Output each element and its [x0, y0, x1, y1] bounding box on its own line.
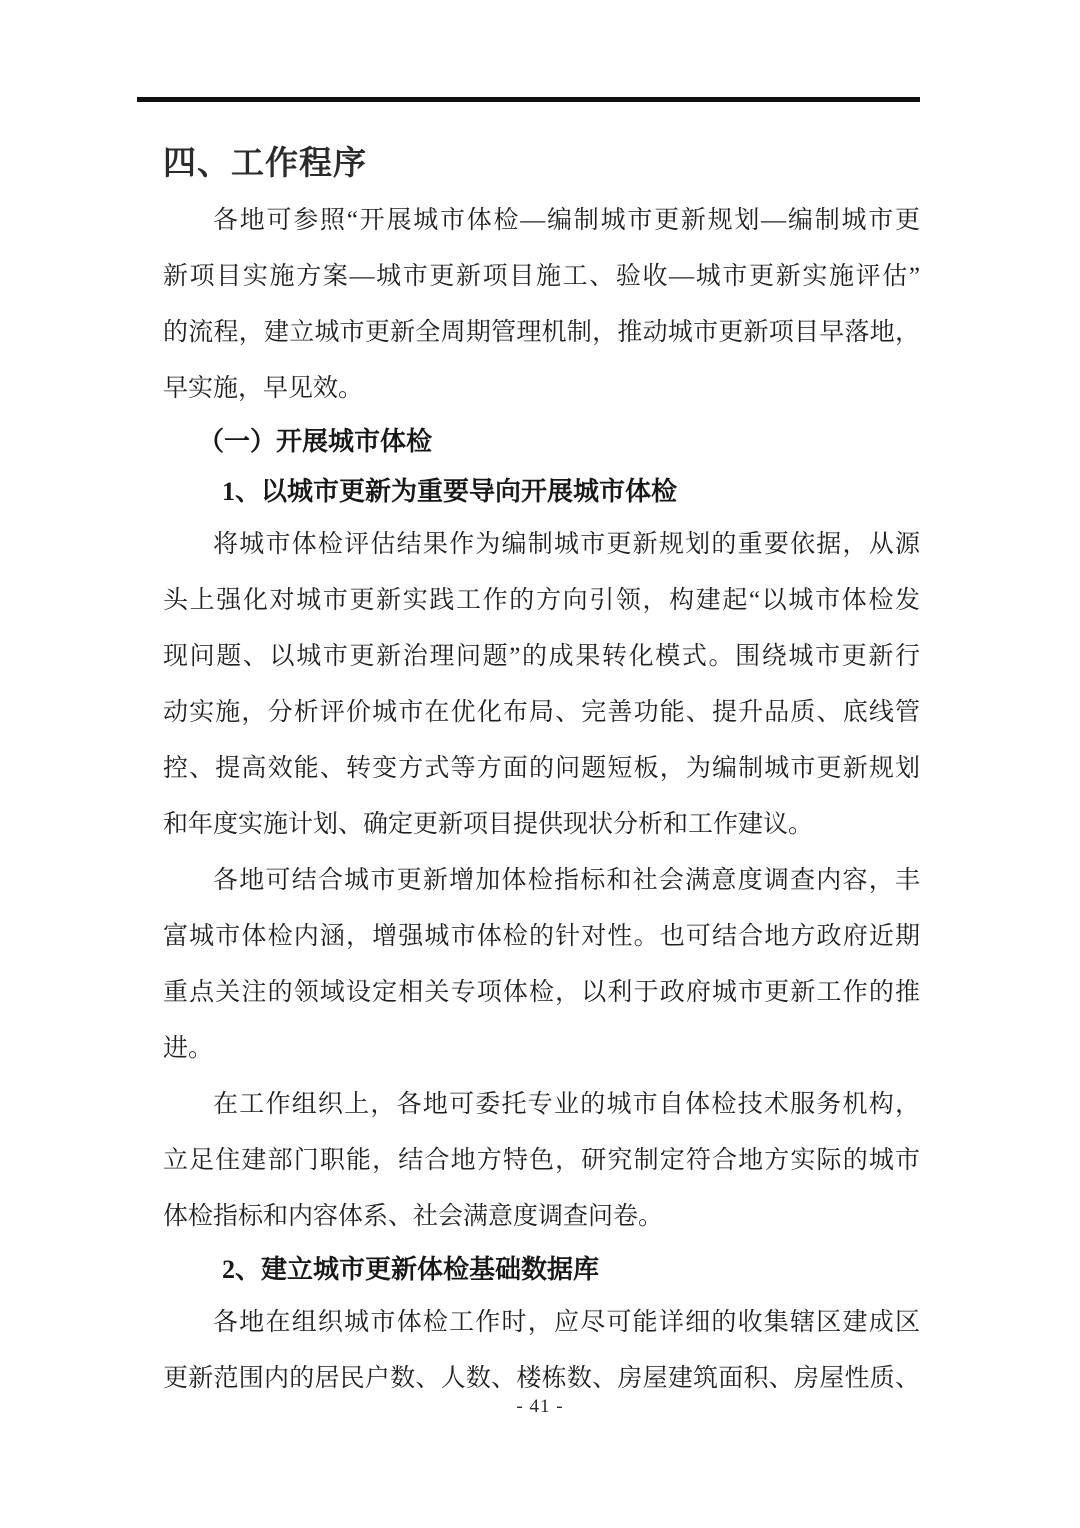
- paragraph-3: [163, 853, 920, 1077]
- document-body: [163, 140, 920, 1407]
- numbered-heading-1: 1、以城市更新为重要导向开展城市体检: [222, 477, 678, 506]
- paragraph-line: 体检指标和内容体系、社会满意度调查问卷。: [163, 1203, 664, 1230]
- paragraph-line: 现问题、以城市更新治理问题”的成果转化模式。围绕城市更新行: [163, 643, 920, 670]
- header-rule: [137, 97, 920, 102]
- page-number: - 41 -: [516, 1396, 564, 1417]
- paragraph-line: 各地可结合城市更新增加体检指标和社会满意度调查内容，丰: [213, 867, 920, 894]
- paragraph-line: 更新范围内的居民户数、人数、楼栋数、房屋建筑面积、房屋性质、: [163, 1365, 920, 1392]
- section-title: 四、工作程序: [163, 144, 367, 181]
- paragraph-line: 在工作组织上，各地可委托专业的城市自体检技术服务机构，: [213, 1091, 920, 1118]
- paragraph-1: [163, 193, 920, 417]
- paragraph-line: 各地可参照“开展城市体检—编制城市更新规划—编制城市更: [213, 207, 920, 234]
- paragraph-line: 动实施，分析评价城市在优化布局、完善功能、提升品质、底线管: [163, 699, 920, 726]
- paragraph-5: [163, 1295, 920, 1407]
- paragraph-line: 立足住建部门职能，结合地方特色，研究制定符合地方实际的城市: [163, 1147, 920, 1174]
- paragraph-line: 和年度实施计划、确定更新项目提供现状分析和工作建议。: [163, 811, 814, 838]
- paragraph-line: 早实施，早见效。: [163, 375, 364, 402]
- paragraph-2: [163, 517, 920, 853]
- paragraph-line: 的流程，建立城市更新全周期管理机制，推动城市更新项目早落地，: [163, 319, 920, 346]
- paragraph-line: 进。: [163, 1035, 214, 1062]
- paragraph-4: [163, 1077, 920, 1245]
- paragraph-line: 控、提高效能、转变方式等方面的问题短板，为编制城市更新规划: [163, 755, 920, 782]
- paragraph-line: 各地在组织城市体检工作时，应尽可能详细的收集辖区建成区: [213, 1309, 920, 1336]
- subsection-heading-1: （一）开展城市体检: [198, 427, 433, 456]
- paragraph-line: 富城市体检内涵，增强城市体检的针对性。也可结合地方政府近期: [163, 923, 920, 950]
- paragraph-line: 将城市体检评估结果作为编制城市更新规划的重要依据，从源: [213, 531, 920, 558]
- paragraph-line: 头上强化对城市更新实践工作的方向引领，构建起“以城市体检发: [163, 587, 920, 614]
- numbered-heading-2: 2、建立城市更新体检基础数据库: [222, 1255, 600, 1284]
- paragraph-line: 重点关注的领域设定相关专项体检，以利于政府城市更新工作的推: [163, 979, 920, 1006]
- paragraph-line: 新项目实施方案—城市更新项目施工、验收—城市更新实施评估”: [163, 263, 920, 290]
